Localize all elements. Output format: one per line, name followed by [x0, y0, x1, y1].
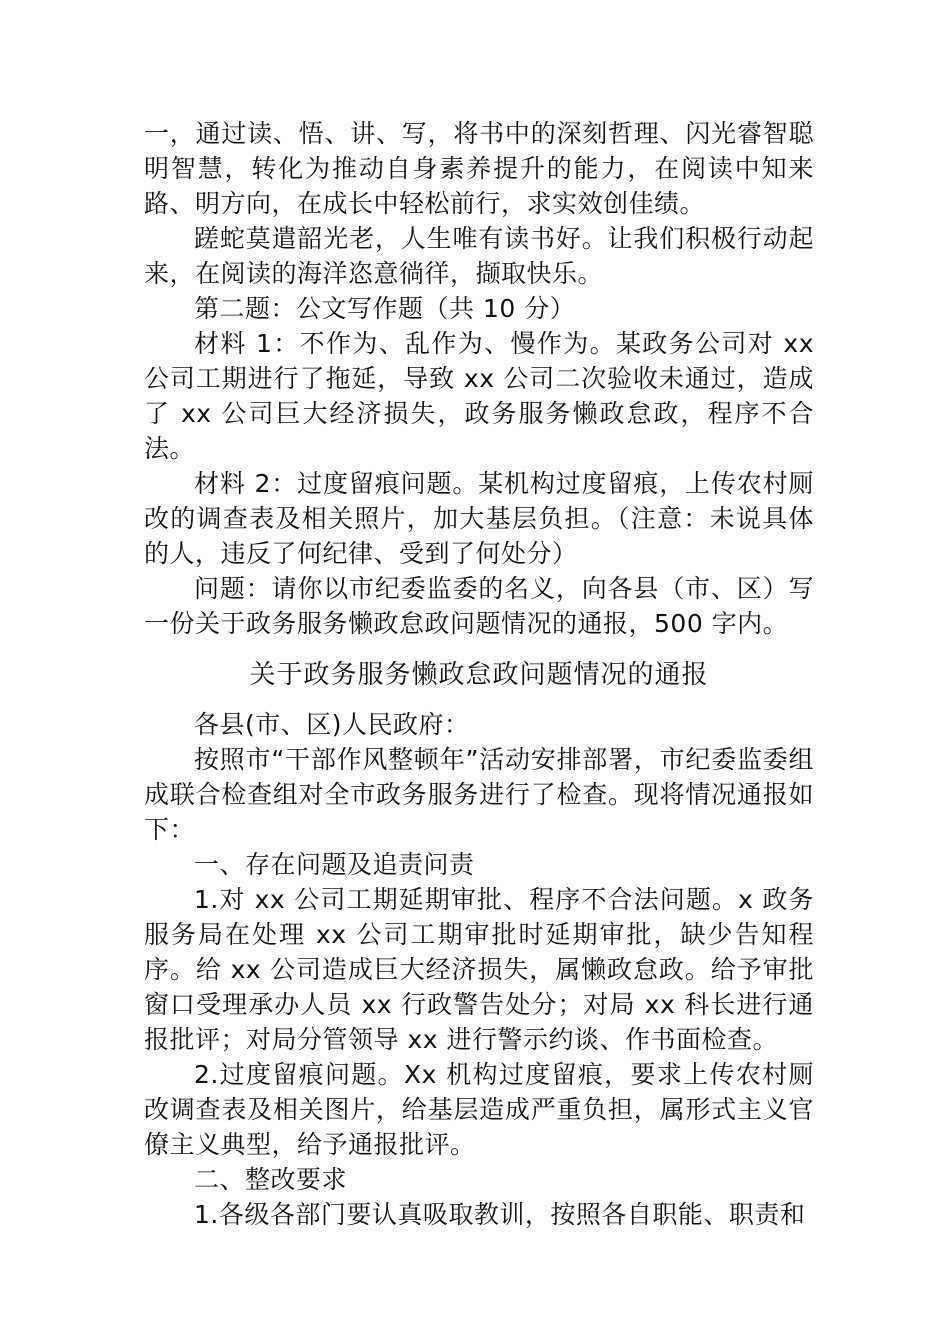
- paragraph: 1.对 xx 公司工期延期审批、程序不合法问题。x 政务服务局在处理 xx 公司工期审批时延期审批，缺少告知程序。给 xx 公司造成巨大经济损失，属懒政怠政。给予审批窗口受理承办人员 xx 行政警告处分；对局 xx 科长进行通报批评；对局分管领导 xx 进行警示约谈、作书面检查。: [144, 885, 814, 1054]
- paragraph: 二、整改要求: [194, 1165, 348, 1194]
- paragraph: 按照市“干部作风整顿年”活动安排部署，市纪委监委组成联合检查组对全市政务服务进行了检查。现将情况通报如下：: [144, 745, 814, 844]
- paragraph: 蹉蛇莫遣韶光老，人生唯有读书好。让我们积极行动起来，在阅读的海洋恣意徜徉，撷取快乐。: [144, 224, 814, 288]
- paragraph: 一，通过读、悟、讲、写，将书中的深刻哲理、闪光睿智聪明智慧，转化为推动自身素养提升的能力，在阅读中知来路、明方向，在成长中轻松前行，求实效创佳绩。: [144, 119, 814, 218]
- paragraph: 一、存在问题及追责问责: [194, 850, 475, 879]
- paragraph: 第二题：公文写作题（共 10 分）: [194, 294, 576, 323]
- paragraph: 材料 1：不作为、乱作为、慢作为。某政务公司对 xx 公司工期进行了拖延，导致 xx 公司二次验收未通过，造成了 xx 公司巨大经济损失，政务服务懒政怠政，程序不合法。: [144, 329, 814, 463]
- paragraph: 材料 2：过度留痕问题。某机构过度留痕，上传农村厕改的调查表及相关照片，加大基层负担。（注意：未说具体的人，违反了何纪律、受到了何处分）: [144, 469, 814, 568]
- paragraph: 问题：请你以市纪委监委的名义，向各县（市、区）写一份关于政务服务懒政怠政问题情况的通报，500 字内。: [144, 574, 814, 638]
- notice-section: [144, 707, 814, 1232]
- paragraph: 各县(市、区)人民政府：: [194, 710, 470, 739]
- document-body: [144, 116, 814, 1232]
- question-section: [144, 116, 814, 641]
- paragraph: 1.各级各部门要认真吸取教训，按照各自职能、职责和: [194, 1200, 806, 1229]
- notice-title: 关于政务服务懒政怠政问题情况的通报: [249, 660, 709, 690]
- paragraph: 2.过度留痕问题。Xx 机构过度留痕，要求上传农村厕改调查表及相关图片，给基层造成严重负担，属形式主义官僚主义典型，给予通报批评。: [144, 1060, 814, 1159]
